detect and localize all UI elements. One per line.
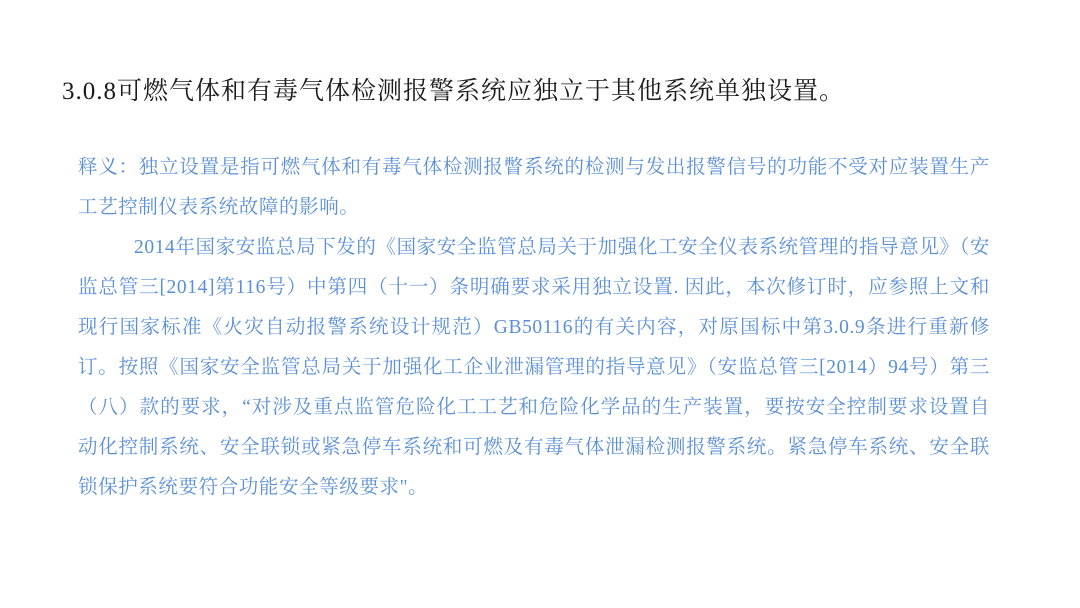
clause-title: 3.0.8可燃气体和有毒气体检测报警系统应独立于其他系统单独设置。 — [62, 78, 846, 105]
explanation-paragraph-2: 2014年国家安监总局下发的《国家安全监管总局关于加强化工安全仪表系统管理的指导意见》（安监总管三[2014]第116号）中第四（十一）条明确要求采用独立设置. 因此，本次修订时，应参照上文和现行国家标准《火灾自动报警系统设计规范）GB50116的有关内容，对原国标中第3.0.9条进行重新修订。按照《国家安全监管总局关于加强化工企业泄漏管理的指导意见》（安监总管三[2014）94号）第三（八）款的要求，“对涉及重点监管危险化工工艺和危险化学品的生产装置，要按安全控制要求设置自动化控制系统、安全联锁或紧急停车系统和可燃及有毒气体泄漏检测报警系统。紧急停车系统、安全联锁保护系统要符合功能安全等级要求"。 — [78, 237, 990, 498]
explanation-paragraph-1: 释义：独立设置是指可燃气体和有毒气体检测报瞥系统的检测与发出报警信号的功能不受对应装置生产工艺控制仪表系统故障的影响。 — [78, 157, 990, 218]
explanation-block — [78, 148, 990, 508]
